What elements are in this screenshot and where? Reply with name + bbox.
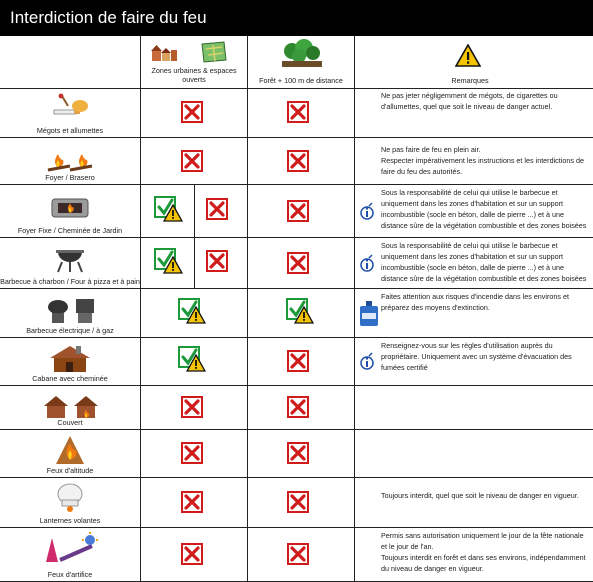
forbidden-icon [181,491,203,513]
activity-label: Foyer / Brasero [45,173,95,182]
cigarette-matches-icon [40,92,100,124]
warning-icon [294,306,314,324]
table-row [0,386,593,430]
warning-icon [163,256,183,274]
table-row [0,430,593,478]
warning-icon [186,306,206,324]
activity-label: Barbecue électrique / à gaz [26,326,114,335]
info-icon [360,254,374,272]
sky-lantern-icon [40,482,100,514]
forbidden-icon [206,198,228,220]
page-title: Interdiction de faire du feu [10,8,207,27]
table-row [0,338,593,386]
forbidden-icon [181,543,203,565]
split-divider [194,185,195,237]
water-can-icon [358,300,380,328]
remark-text: Sous la responsabilité de celui qui utilise le barbecue et uniquement dans les zones d'habitation et sur un support incombustible (socle en béton, dalle de pierre ...) et à une distance sûre de la végétation combustible et des zones boisées [381,241,587,283]
forbidden-icon [287,442,309,464]
title-bar [0,0,593,36]
warning-icon [455,44,481,68]
table-row [0,88,593,138]
gas-grill-icon [40,293,100,325]
forbidden-icon [181,396,203,418]
remark-text: Ne pas faire de feu en plein air. Respecter impérativement les instructions et les interdictions de faire du feu des autorités. [381,145,584,176]
remark-text: Permis sans autorisation uniquement le jour de la fête nationale et le jour de l'an. Toujours interdit en forêt et dans ses environs, indépendamment du niveau de danger en vigueur. [381,531,586,573]
info-icon [360,202,374,220]
header-remarques: Remarques [451,76,489,85]
charcoal-grill-icon [40,242,100,274]
activity-label: Mégots et allumettes [36,126,104,135]
forbidden-icon [287,252,309,274]
header-row [0,36,593,89]
warning-icon [163,204,183,222]
split-divider [194,238,195,288]
activity-label: Foyer Fixe / Cheminée de Jardin [17,226,123,235]
activity-label: Cabane avec cheminée [32,374,108,383]
remark-text: Renseignez-vous sur les règles d'utilisation auprès du propriétaire. Uniquement avec un système d'évacuation des fumées certifié [381,341,572,372]
fireworks-icon [40,532,100,564]
forest-icon [282,39,322,74]
table-row [0,185,593,238]
activity-label: Barbecue à charbon / Four à pizza et à pain [0,277,140,286]
fixed-fireplace-icon [40,189,100,221]
cabin-chimney-icon [40,342,100,374]
city-map-icon [150,41,228,68]
activity-label: Couvert [57,418,83,427]
remark-text: Toujours interdit, quel que soit le niveau de danger en vigueur. [381,491,579,500]
remark-text: Ne pas jeter négligemment de mégots, de cigarettes ou d'allumettes, quel que soit le niveau de danger actuel. [381,91,558,111]
bonfire-icon [40,434,100,466]
forbidden-icon [206,250,228,272]
table-row [0,138,593,185]
forbidden-icon [181,150,203,172]
header-foret: Forêt + 100 m de distance [259,76,343,85]
remark-text: Sous la responsabilité de celui qui utilise le barbecue et uniquement dans les zones d'habitation et sur un support incombustible (socle en béton, dalle de pierre ...) et à une distance sûre de la végétation combustible et des zones boisées [381,188,587,230]
activity-label: Feux d'altitude [46,466,94,475]
info-icon [360,352,374,370]
forbidden-icon [287,150,309,172]
forbidden-icon [287,350,309,372]
table-row [0,289,593,338]
forbidden-icon [287,396,309,418]
forbidden-icon [181,101,203,123]
table-row [0,478,593,528]
activity-label: Feux d'artifice [47,570,93,579]
forbidden-icon [287,491,309,513]
forbidden-icon [181,442,203,464]
header-zones: Zones urbaines & espaces ouverts [151,66,237,84]
activity-label: Lanternes volantes [39,516,101,525]
remark-text: Faites attention aux risques d'incendie dans les environs et préparez des moyens d'extinction. [381,292,569,312]
table-row [0,238,593,289]
forbidden-icon [287,543,309,565]
table-row [0,528,593,582]
warning-icon [186,354,206,372]
forbidden-icon [287,101,309,123]
campfire-icon [40,142,100,174]
forbidden-icon [287,200,309,222]
